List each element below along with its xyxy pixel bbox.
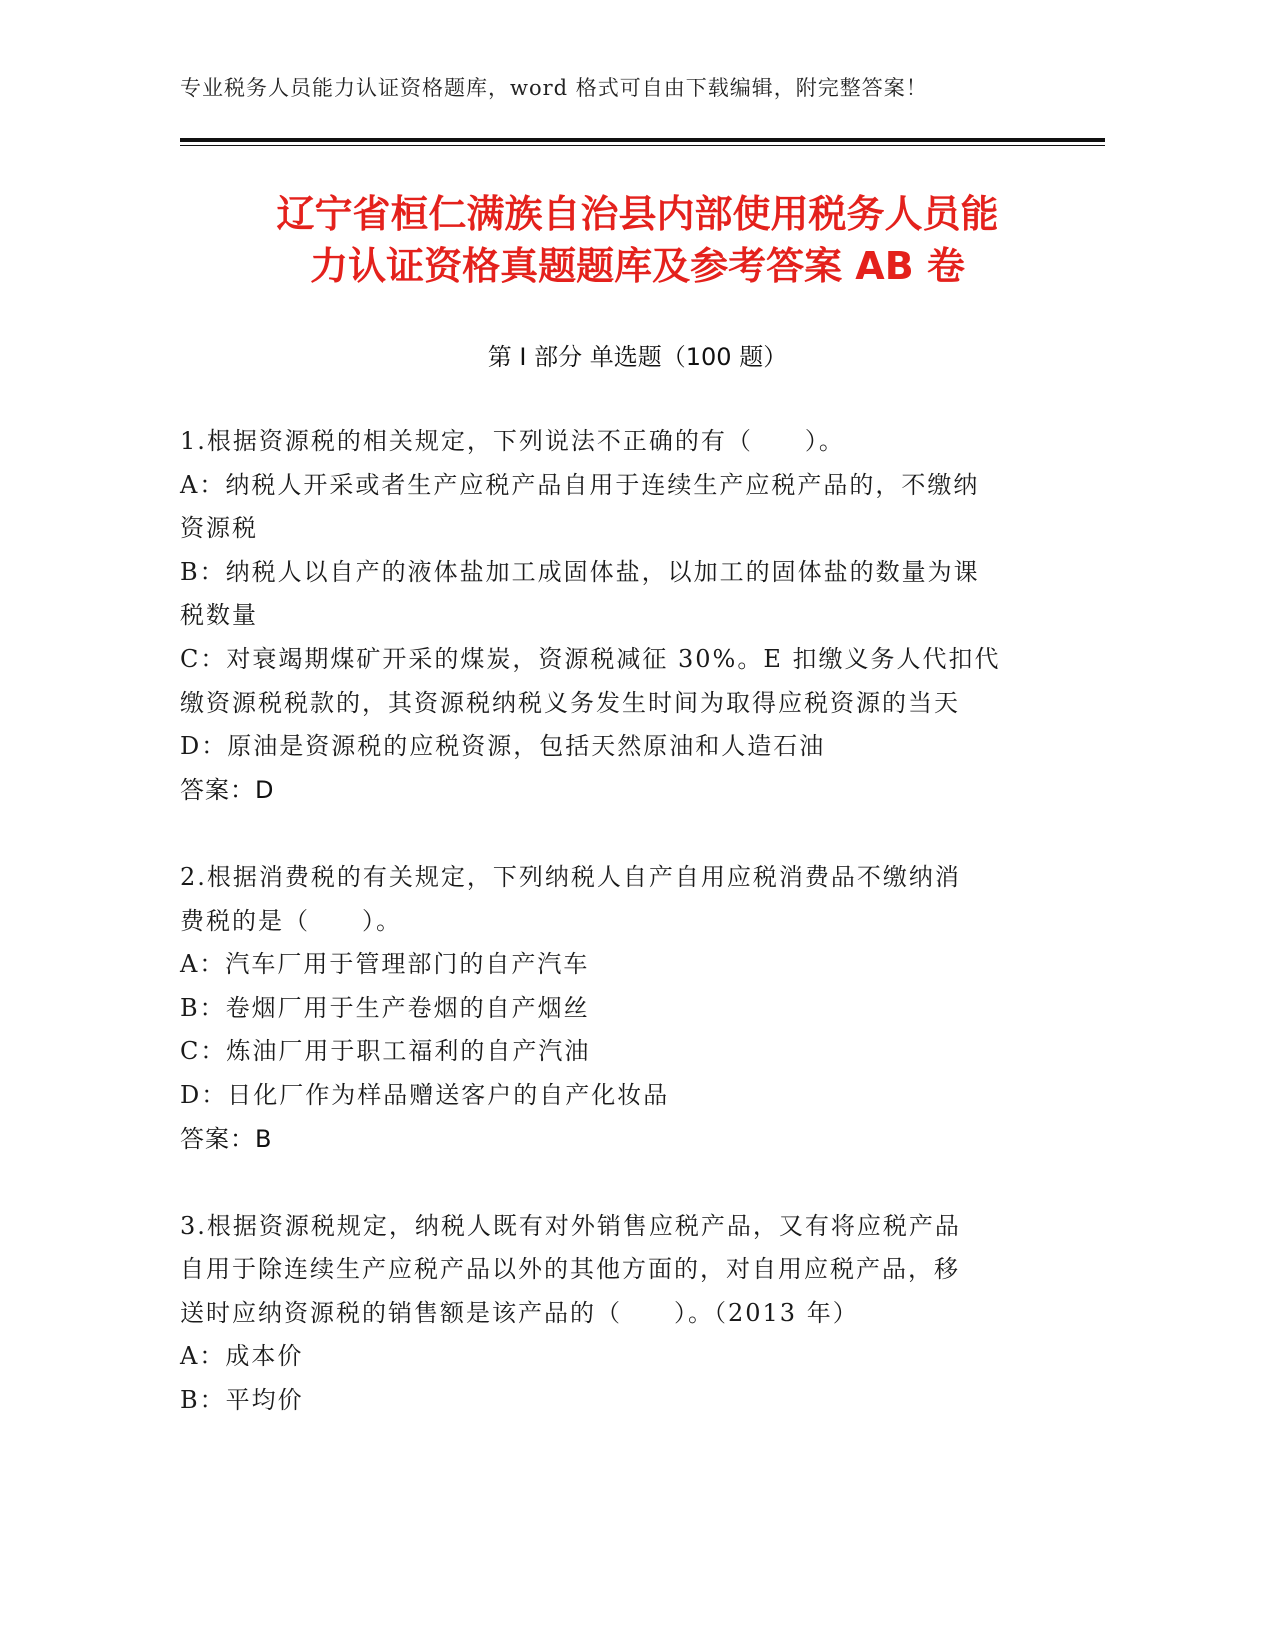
option-d: D：日化厂作为样品赠送客户的自产化妆品 bbox=[180, 1080, 670, 1109]
option-d: D：原油是资源税的应税资源，包括天然原油和人造石油 bbox=[180, 732, 826, 761]
document-title bbox=[150, 188, 1125, 292]
option-c: C：炼油厂用于职工福利的自产汽油 bbox=[180, 1037, 591, 1066]
question-1 bbox=[180, 420, 1030, 812]
question-stem-cont: 送时应纳资源税的销售额是该产品的（ ）。（2013 年） bbox=[180, 1298, 859, 1327]
question-stem: 3.根据资源税规定，纳税人既有对外销售应税产品，又有将应税产品 bbox=[180, 1211, 961, 1240]
question-stem: 2.根据消费税的有关规定，下列纳税人自产自用应税消费品不缴纳消 bbox=[180, 862, 961, 891]
title-line-1: 辽宁省桓仁满族自治县内部使用税务人员能 bbox=[276, 192, 999, 236]
answer: 答案：D bbox=[180, 775, 275, 804]
question-2 bbox=[180, 856, 1030, 1161]
option-a: A：纳税人开采或者生产应税产品自用于连续生产应税产品的，不缴纳 bbox=[180, 470, 980, 499]
option-a: A：汽车厂用于管理部门的自产汽车 bbox=[180, 950, 590, 979]
question-stem-cont: 自用于除连续生产应税产品以外的其他方面的，对自用应税产品，移 bbox=[180, 1255, 960, 1284]
option-c: C：对衰竭期煤矿开采的煤炭，资源税减征 30%。E 扣缴义务人代扣代 bbox=[180, 644, 1001, 673]
title-line-2: 力认证资格真题题库及参考答案 AB 卷 bbox=[310, 244, 965, 288]
answer: 答案：B bbox=[180, 1124, 273, 1153]
option-a-cont: 资源税 bbox=[180, 514, 258, 543]
question-list bbox=[180, 420, 1030, 1423]
question-3 bbox=[180, 1205, 1030, 1423]
option-a: A：成本价 bbox=[180, 1342, 304, 1371]
question-stem-cont: 费税的是（ ）。 bbox=[180, 906, 402, 935]
option-b: B：平均价 bbox=[180, 1386, 304, 1415]
option-b-cont: 税数量 bbox=[180, 601, 258, 630]
option-b: B：纳税人以自产的液体盐加工成固体盐，以加工的固体盐的数量为课 bbox=[180, 557, 980, 586]
option-b: B：卷烟厂用于生产卷烟的自产烟丝 bbox=[180, 993, 590, 1022]
spacer bbox=[180, 812, 1030, 856]
section-title: 第 I 部分 单选题（100 题） bbox=[487, 343, 788, 371]
header-note: 专业税务人员能力认证资格题库，word 格式可自由下载编辑，附完整答案！ bbox=[180, 76, 928, 100]
spacer bbox=[180, 1161, 1030, 1205]
option-c-cont: 缴资源税税款的，其资源税纳税义务发生时间为取得应税资源的当天 bbox=[180, 688, 960, 717]
question-stem: 1.根据资源税的相关规定，下列说法不正确的有（ ）。 bbox=[180, 427, 845, 455]
header-rule-thick bbox=[180, 138, 1105, 142]
header-rule-thin bbox=[180, 145, 1105, 146]
